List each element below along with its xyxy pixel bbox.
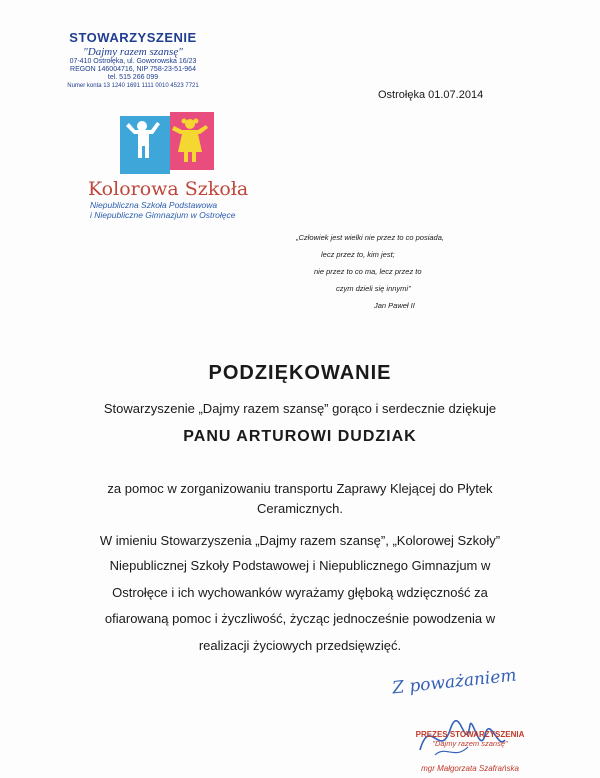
- school-name: Kolorowa Szkoła: [88, 178, 249, 200]
- letter-para-line-5: realizacji życiowych przedsięwzięć.: [198, 638, 402, 653]
- letter-date: Ostrołęka 01.07.2014: [378, 89, 484, 101]
- letter-title: PODZIĘKOWANIE: [208, 362, 392, 384]
- stamp-phone: tel. 515 266 099: [107, 74, 159, 81]
- letter-para-line-4: ofiarowaną pomoc i życzliwość, życząc jednocześnie powodzenia w: [104, 611, 496, 626]
- president-stamp-title: PREZES STOWARZYSZENIA: [415, 730, 525, 739]
- letter-para-line-2: Niepublicznej Szkoły Podstawowej i Niepublicznego Gimnazjum w: [109, 558, 491, 573]
- school-logo-text: [88, 178, 288, 220]
- stamp-subtitle: "Dajmy razem szansę": [83, 46, 183, 58]
- letter-para-line-1: W imieniu Stowarzyszenia „Dajmy razem szansę”, „Kolorowej Szkoły”: [99, 533, 501, 548]
- school-line-2: i Niepubliczne Gimnazjum w Ostrołęce: [90, 210, 236, 220]
- quote-line-1: „Człowiek jest wielki nie przez to co posiada,: [296, 233, 444, 242]
- letter-para-line-3: Ostrołęce i ich wychowanków wyrażamy głęboką wdzięczność za: [112, 585, 488, 600]
- stamp-regon: REGON 146004716, NIP 758-23-51-964: [70, 66, 196, 73]
- school-logo-icon: [120, 112, 220, 176]
- letter-reason-line-2: Ceramicznych.: [257, 501, 343, 516]
- president-stamp-association: "Dajmy razem szansę": [432, 739, 508, 748]
- letter-reason-line-1: za pomoc w zorganizowaniu transportu Zaprawy Klejącej do Płytek: [107, 481, 493, 496]
- school-line-1: Niepubliczna Szkoła Podstawowa: [90, 200, 218, 210]
- letter-recipient: PANU ARTUROWI DUDZIAK: [183, 428, 417, 445]
- letter-intro: Stowarzyszenie „Dajmy razem szansę” gorąco i serdecznie dziękuje: [103, 401, 497, 416]
- stamp-title: STOWARZYSZENIE: [69, 30, 197, 45]
- stamp-account: Numer konta 13 1240 1691 1111 0010 4523 7721: [67, 83, 199, 89]
- president-stamp-name: mgr Małgorzata Szafrańska: [421, 764, 519, 773]
- stamp-address: 07-410 Ostrołęka, ul. Goworowska 16/23: [69, 58, 197, 65]
- handwritten-regards: Z poważaniem: [391, 665, 518, 699]
- quote-block: [296, 229, 526, 314]
- president-stamp: [400, 730, 540, 773]
- quote-line-2: lecz przez to, kim jest;: [321, 250, 395, 259]
- quote-line-4: czym dzieli się innymi”: [336, 284, 411, 293]
- association-stamp: [48, 30, 218, 90]
- quote-author: Jan Paweł II: [374, 301, 415, 310]
- quote-line-3: nie przez to co ma, lecz przez to: [314, 267, 422, 276]
